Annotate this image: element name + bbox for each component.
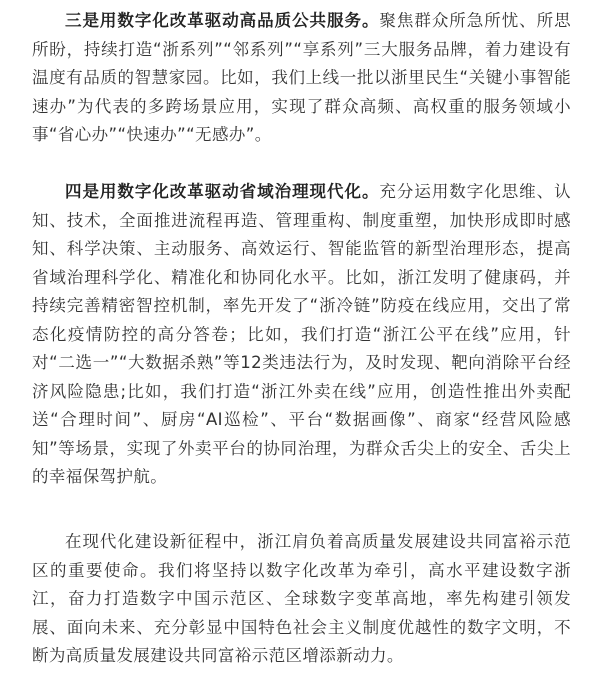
paragraph-text: 在现代化建设新征程中，浙江肩负着高质量发展建设共同富裕示范区的重要使命。我们将坚持以数字化改革为牵引，高水平建设数字浙江，奋力打造数字中国示范区、全球数字变革高地，率先构建引领发展、面向未来、充分彰显中国特色社会主义制度优越性的数字文明，不断为高质量发展建设共同富裕示范区增添新动力。 (32, 532, 571, 665)
paragraph-text: 充分运用数字化思维、认知、技术，全面推进流程再造、管理重构、制度重塑，加快形成即时感知、科学决策、主动服务、高效运行、智能监管的新型治理形态，提高省域治理科学化、精准化和协同化水平。比如，浙江发明了健康码，并持续完善精密智控机制，率先开发了“浙冷链”防疫在线应用，交出了常态化疫情防控的高分答卷；比如，我们打造“浙江公平在线”应用，针对“二选一”“大数据杀熟”等12类违法行为，及时发现、靶向消除平台经济风险隐患;比如，我们打造“浙江外卖在线”应用，创造性推出外卖配送“合理时间”、厨房“AI巡检”、平台“数据画像”、商家“经营风险感知”等场景，实现了外卖平台的协同治理，为群众舌尖上的安全、舌尖上的幸福保驾护航。 (32, 182, 571, 486)
paragraph-lead: 三是用数字化改革驱动高品质公共服务。 (65, 11, 380, 30)
paragraph-conclusion (32, 528, 571, 671)
paragraph-public-services (32, 7, 571, 150)
paragraph-governance (32, 178, 571, 492)
paragraph-lead: 四是用数字化改革驱动省域治理现代化。 (65, 182, 380, 201)
paragraph-text: 聚焦群众所急所忧、所思所盼，持续打造“浙系列”“邻系列”“享系列”三大服务品牌，着力建设有温度有品质的智慧家园。比如，我们上线一批以浙里民生“关键小事智能速办”为代表的多跨场景应用，实现了群众高频、高权重的服务领域小事“省心办”“快速办”“无感办”。 (32, 11, 571, 144)
